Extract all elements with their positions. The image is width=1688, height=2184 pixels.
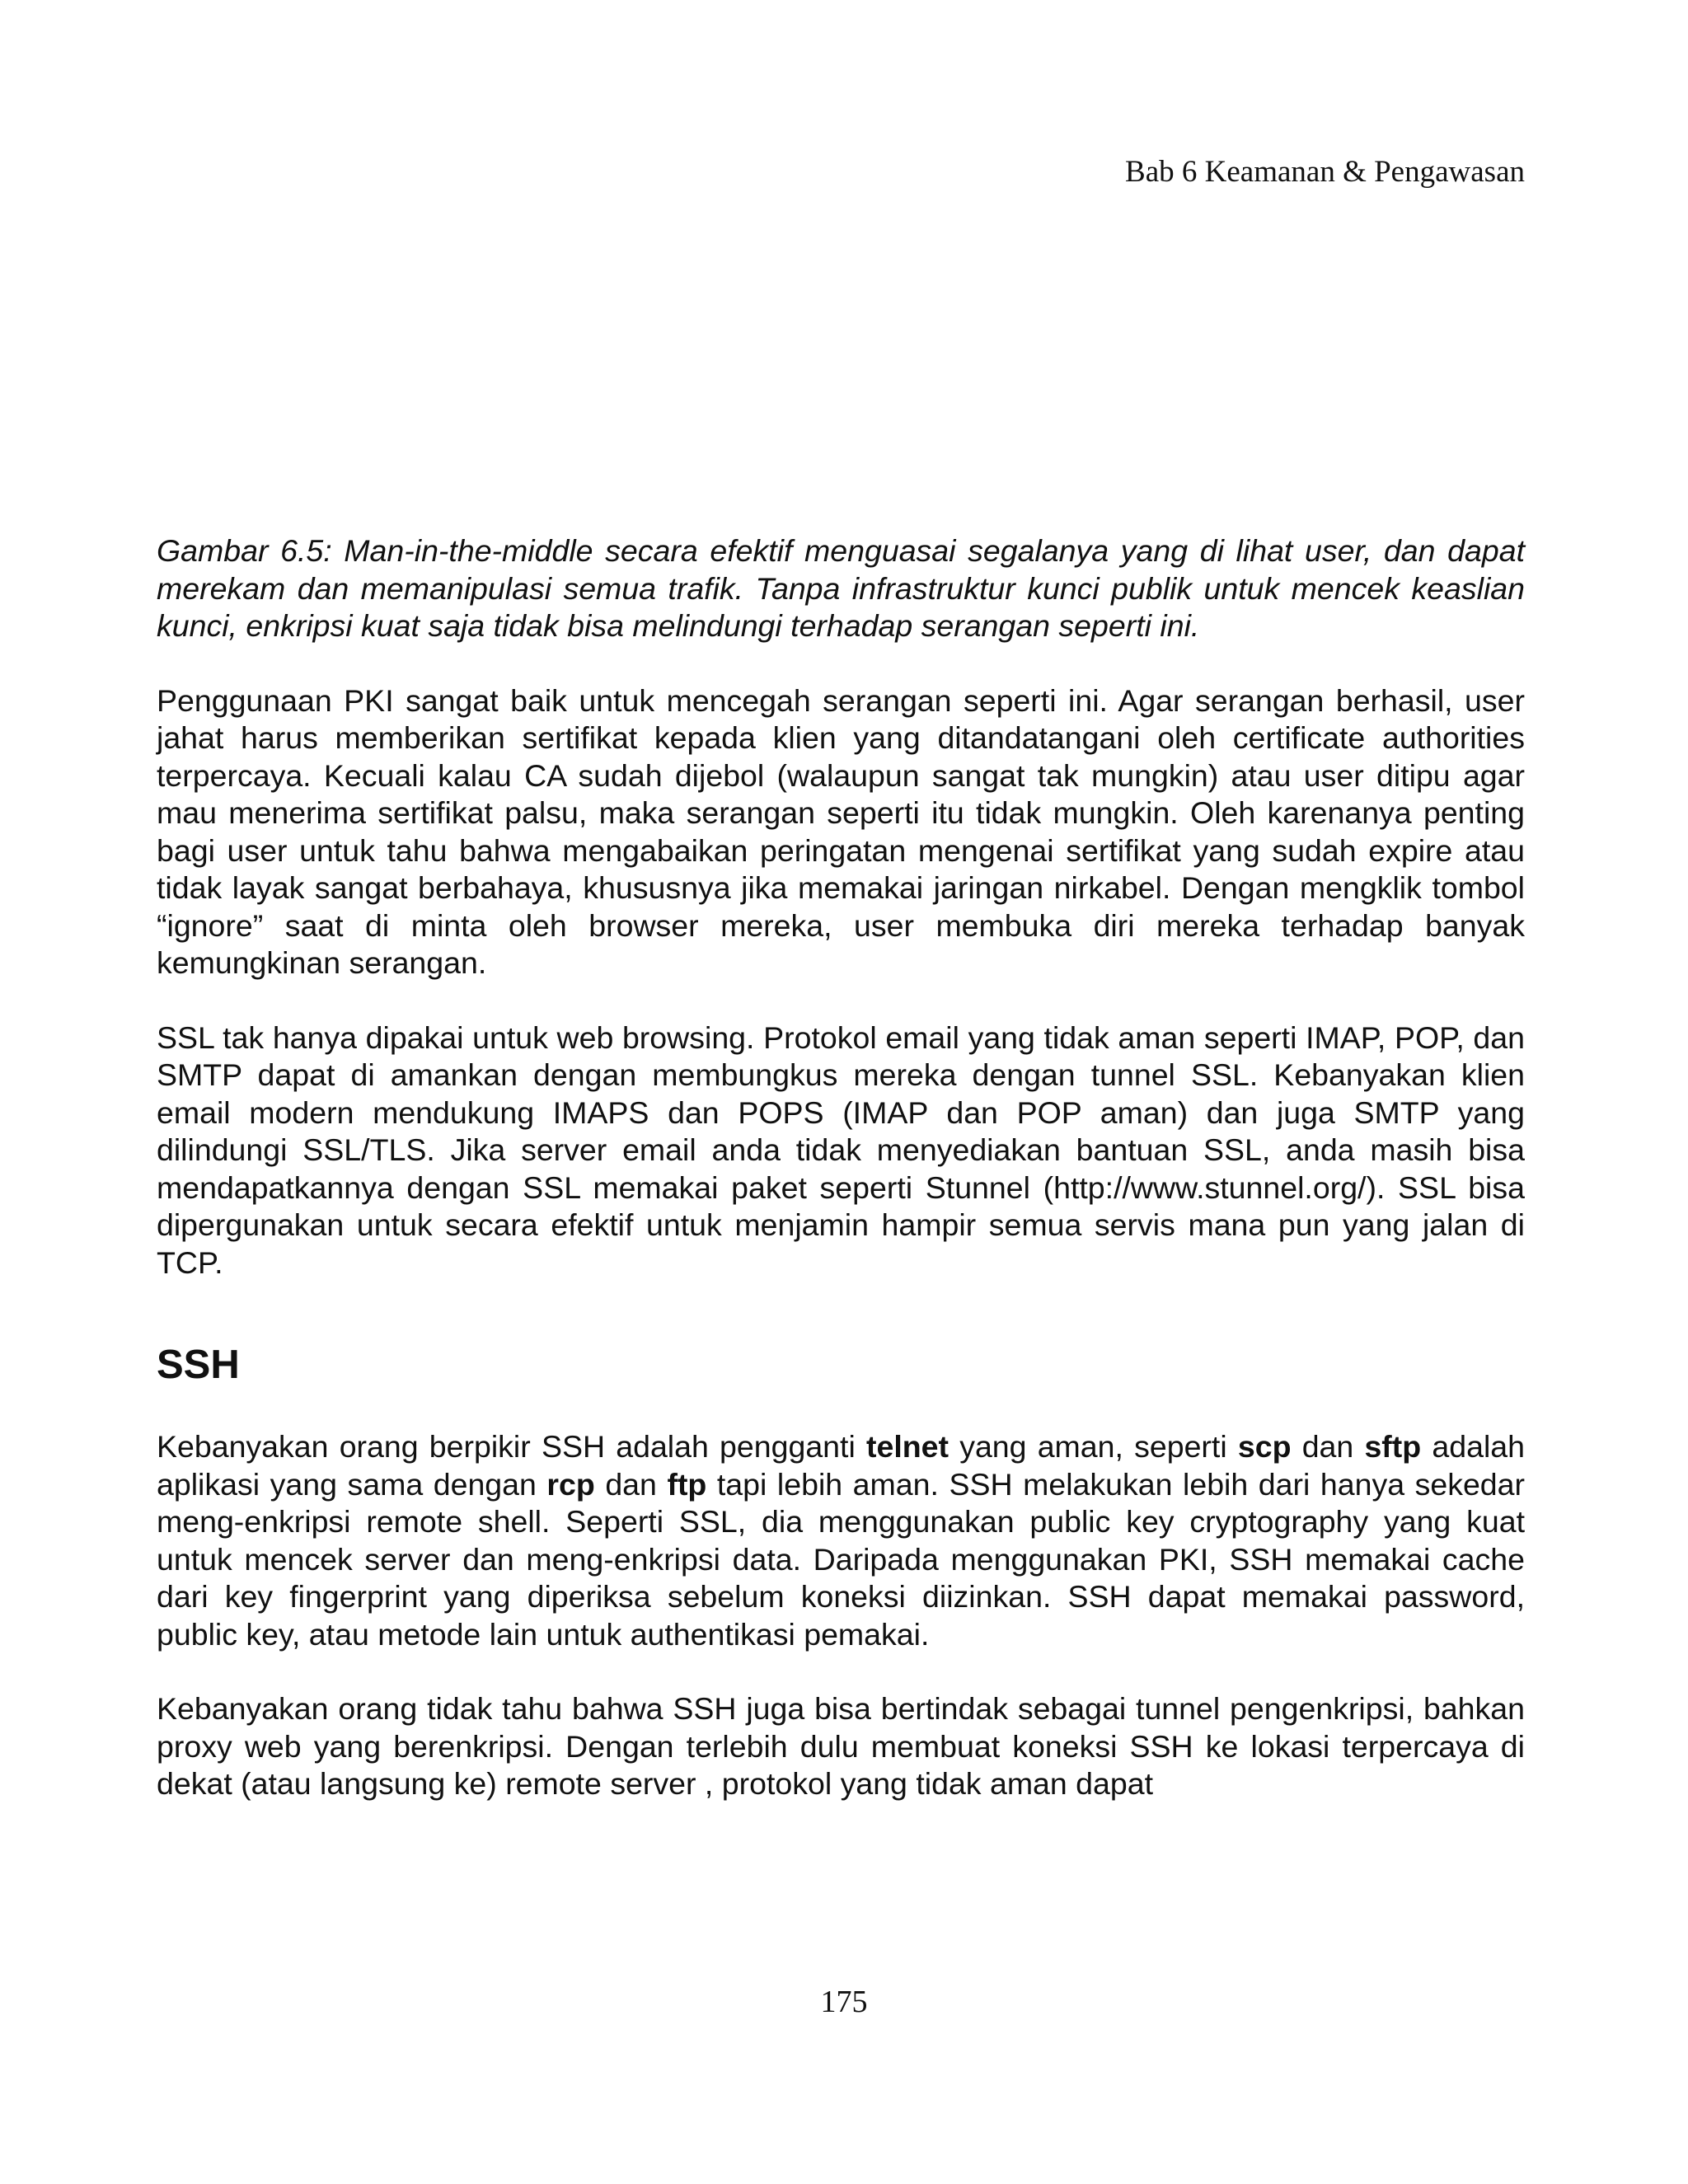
text-run: yang aman, seperti: [949, 1429, 1238, 1464]
text-run: Kebanyakan orang berpikir SSH adalah pengganti: [157, 1429, 866, 1464]
paragraph-ssl: SSL tak hanya dipakai untuk web browsing. Protokol email yang tidak aman seperti IMAP, POP, dan SMTP dapat di amankan dengan membungkus mereka dengan tunnel SSL. Kebanyakan klien email modern mendukung IMAPS dan POPS (IMAP dan POP aman) dan juga SMTP yang dilindungi SSL/TLS. Jika server email anda tidak menyediakan bantuan SSL, anda masih bisa mendapatkannya dengan SSL memakai paket seperti Stunnel (http://www.stunnel.org/). SSL bisa dipergunakan untuk secara efektif untuk menjamin hampir semua servis mana pun yang jalan di TCP.: [157, 1019, 1525, 1280]
term-ftp: ftp: [667, 1466, 707, 1502]
term-scp: scp: [1237, 1429, 1292, 1464]
page-number: 175: [820, 1985, 868, 2019]
paragraph-pki: Penggunaan PKI sangat baik untuk mencegah serangan seperti ini. Agar serangan berhasil, user jahat harus memberikan sertifikat kepada klien yang ditandatangani oleh certificate authorities terpercaya. Kecuali kalau CA sudah dijebol (walaupun sangat tak mungkin) atau user ditipu agar mau menerima sertifikat palsu, maka serangan seperti itu tidak mungkin. Oleh karenanya penting bagi user untuk tahu bahwa mengabaikan peringatan mengenai sertifikat yang sudah expire atau tidak layak sangat berbahaya, khususnya jika memakai jaringan nirkabel. Dengan mengklik tombol “ignore” saat di minta oleh browser mereka, user membuka diri mereka terhadap banyak kemungkinan serangan.: [157, 682, 1525, 980]
section-heading-ssh: SSH: [157, 1343, 240, 1387]
term-telnet: telnet: [865, 1429, 949, 1464]
term-rcp: rcp: [546, 1466, 595, 1502]
text-run: tapi lebih aman. SSH melakukan lebih dari hanya sekedar meng-enkripsi remote shell. Seperti SSL, dia menggunakan public key cryptography yang kuat untuk mencek server dan meng-enkripsi data. Daripada menggunakan PKI, SSH memakai cache dari key fingerprint yang diperiksa sebelum koneksi diizinkan. SSH dapat memakai password, public key, atau metode lain untuk authentikasi pemakai.: [157, 1466, 1526, 1652]
figure-caption: Gambar 6.5: Man-in-the-middle secara efektif menguasai segalanya yang di lihat user, dan dapat merekam dan memanipulasi semua trafik. Tanpa infrastruktur kunci publik untuk mencek keaslian kunci, enkripsi kuat saja tidak bisa melindungi terhadap serangan seperti ini.: [157, 533, 1525, 643]
page-content: [157, 532, 1525, 1840]
text-run: dan: [594, 1466, 668, 1502]
text-run: dan: [1291, 1429, 1365, 1464]
running-header: Bab 6 Keamanan & Pengawasan: [1125, 155, 1525, 189]
paragraph-ssh-tunnel: Kebanyakan orang tidak tahu bahwa SSH juga bisa bertindak sebagai tunnel pengenkripsi, bahkan proxy web yang berenkripsi. Dengan terlebih dulu membuat koneksi SSH ke lokasi terpercaya di dekat (atau langsung ke) remote server , protokol yang tidak aman dapat: [157, 1691, 1525, 1801]
paragraph-ssh-intro: [157, 1428, 1525, 1653]
term-sftp: sftp: [1364, 1429, 1422, 1464]
text-run: adalah aplikasi yang sama dengan: [157, 1429, 1526, 1502]
